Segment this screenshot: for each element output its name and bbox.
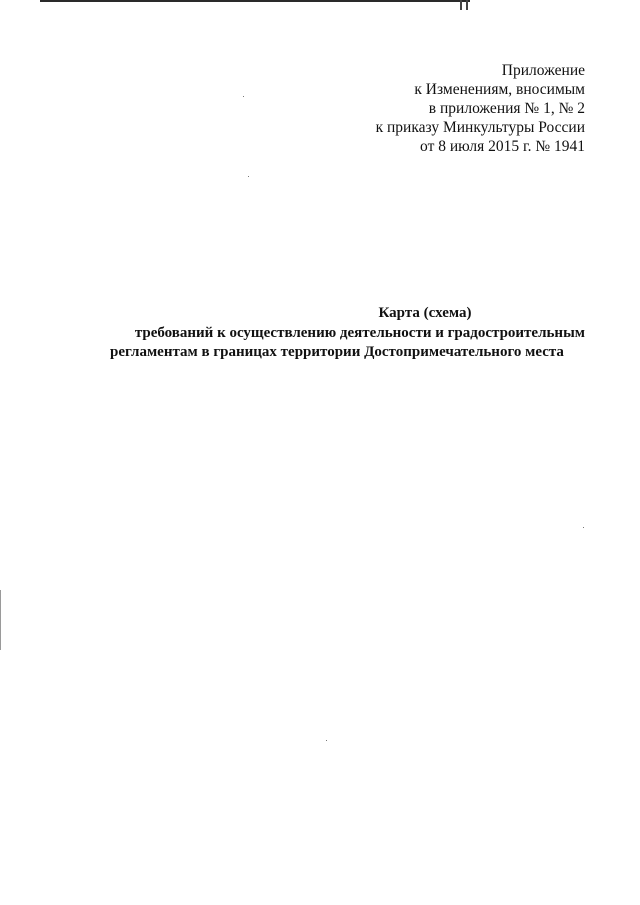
scan-speck — [248, 176, 249, 177]
scan-artifact — [460, 0, 462, 10]
approval-line: Приложение — [501, 62, 585, 79]
approval-line: к приказу Минкультуры России — [375, 119, 585, 136]
scan-artifact — [466, 0, 468, 10]
scan-speck — [583, 527, 584, 528]
scan-speck — [243, 96, 244, 97]
title-line: Карта (схема) — [378, 305, 472, 321]
scan-speck — [326, 740, 327, 741]
approval-line: в приложения № 1, № 2 — [428, 100, 585, 117]
scan-border-line — [40, 0, 470, 2]
approval-line: от 8 июля 2015 г. № 1941 — [420, 138, 585, 155]
approval-line: к Изменениям, вносимым — [414, 81, 585, 98]
title-line: требований к осуществлению деятельности и градостроительным — [134, 324, 585, 341]
scan-edge-shadow — [0, 590, 1, 650]
title-line: регламентам в границах территории Достопримечательного места — [110, 344, 564, 360]
approval-stamp-block — [376, 61, 585, 156]
document-title — [60, 304, 585, 363]
